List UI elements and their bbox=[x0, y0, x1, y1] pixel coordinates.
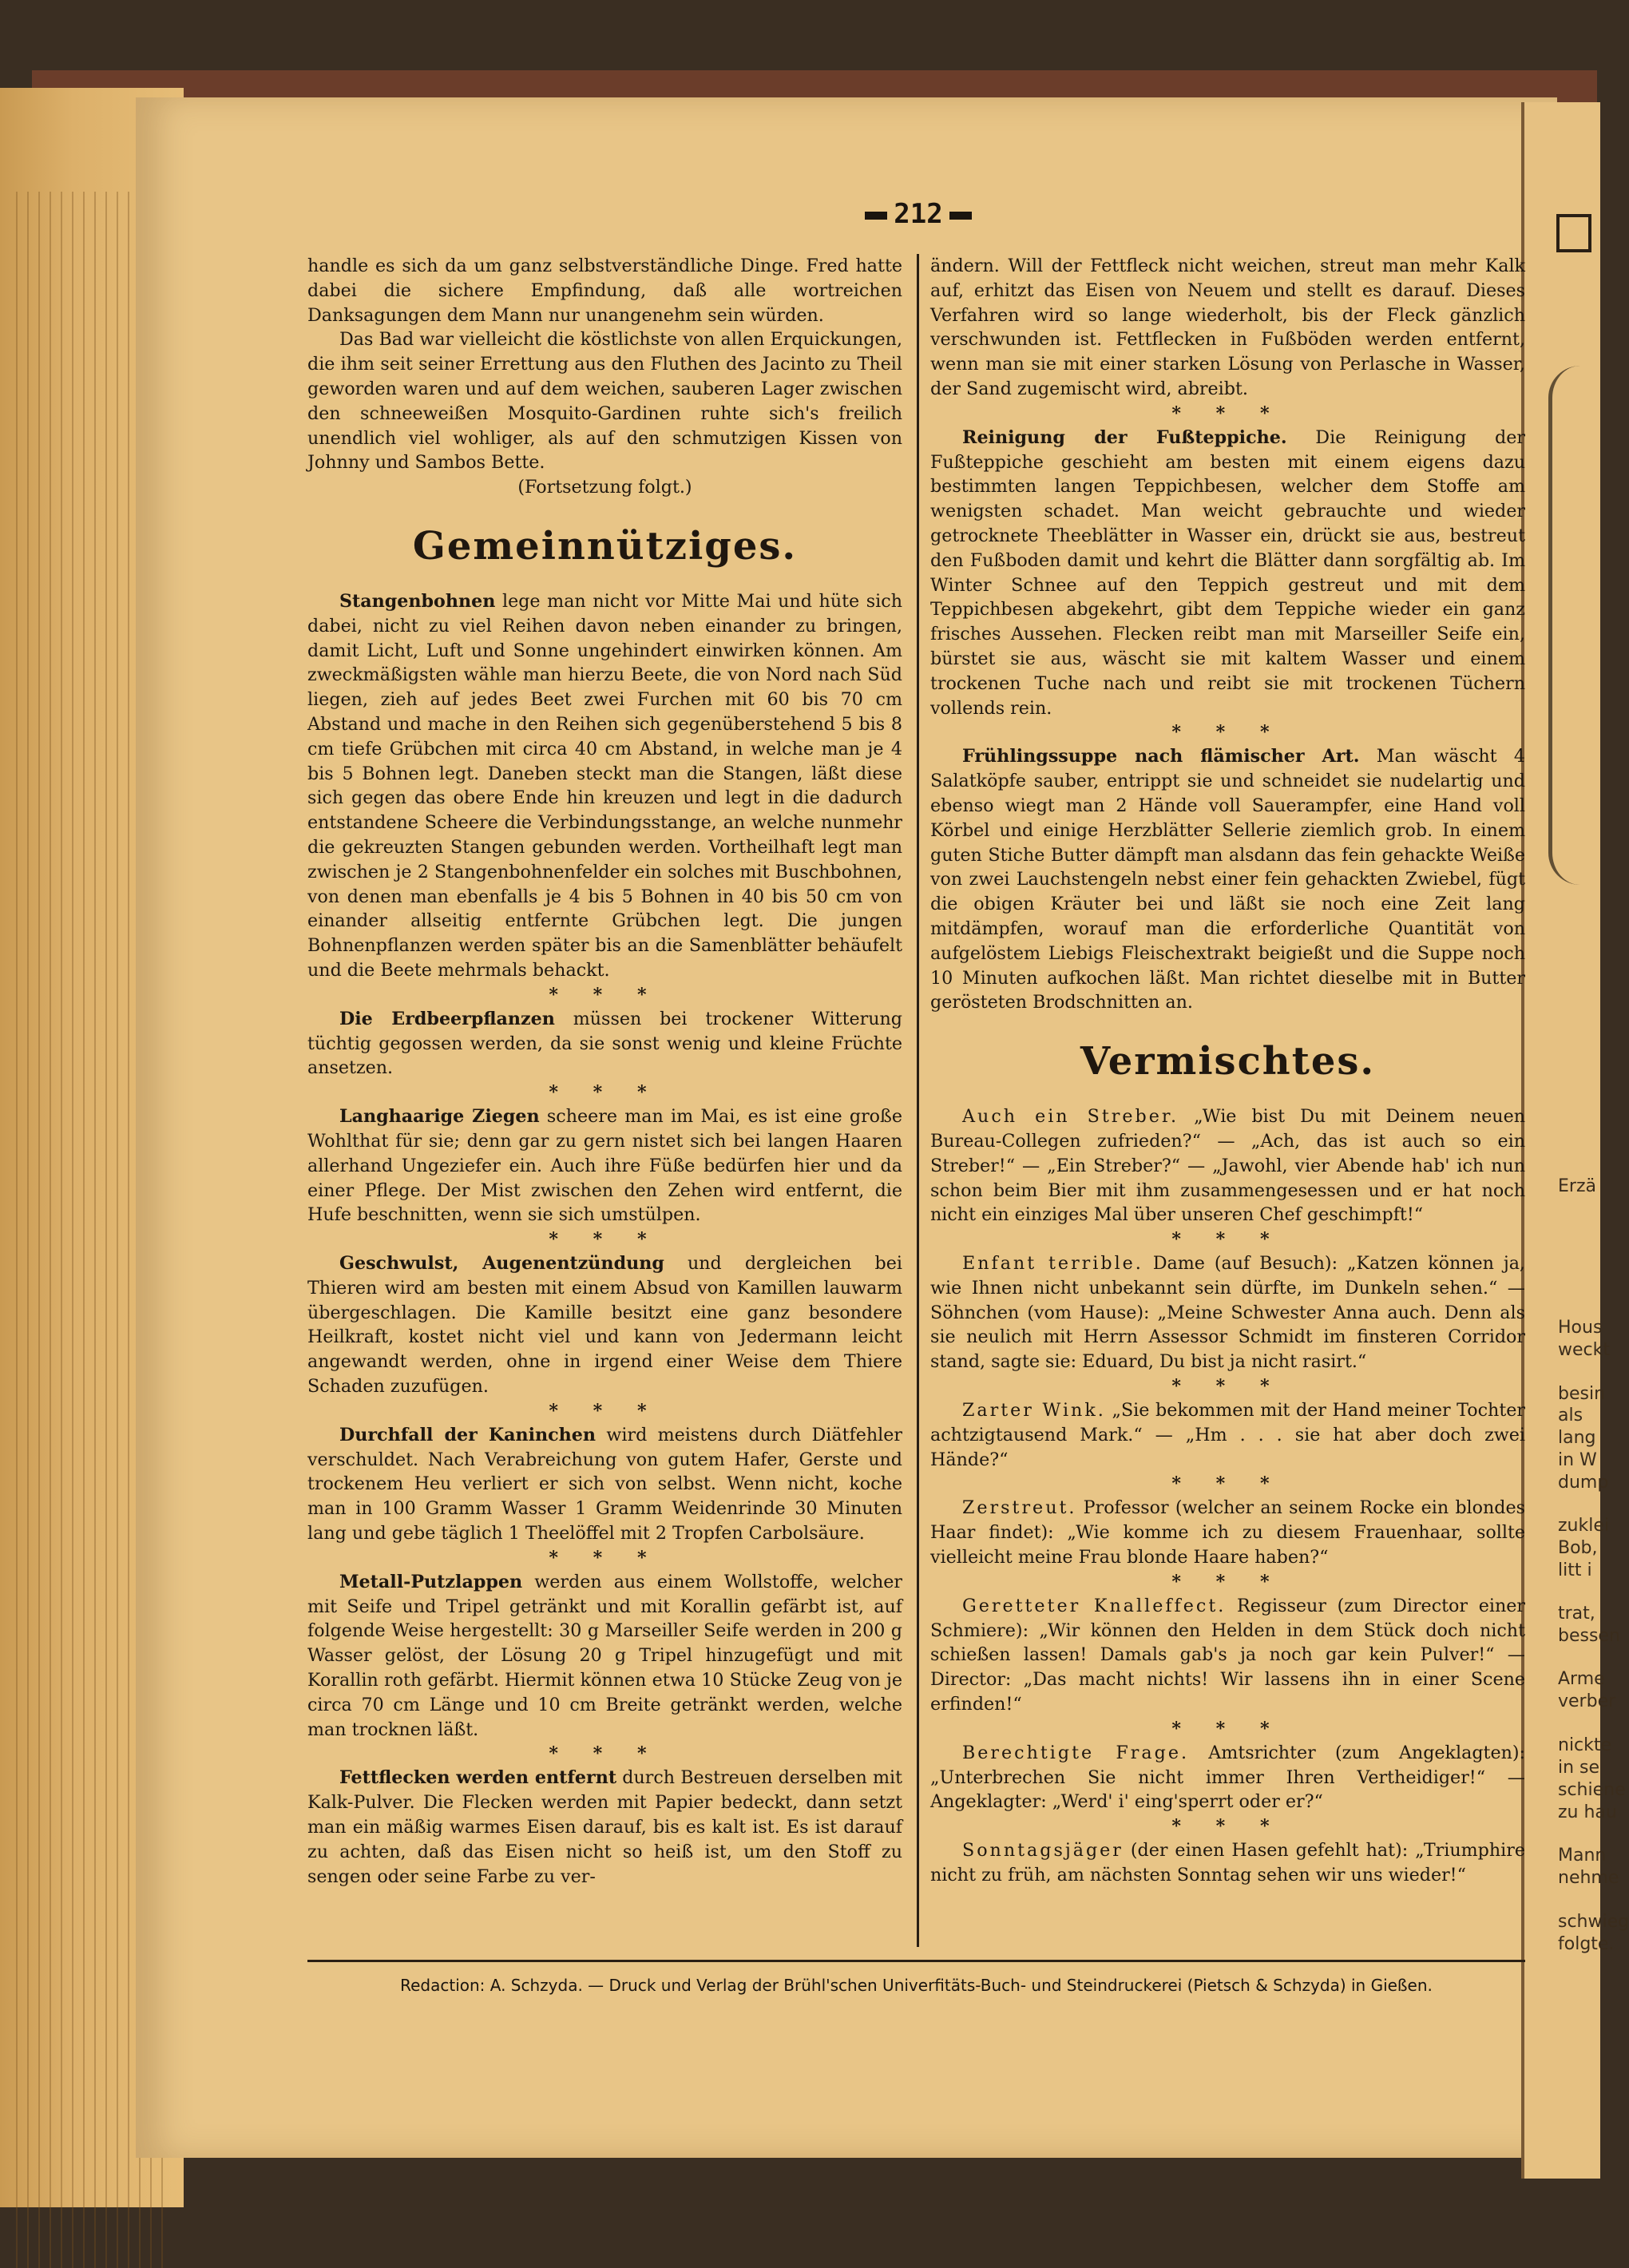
item-text: Regisseur (zum Director einer Schmiere): „Wir können den Helden in dem Stück doch nicht schießen lassen! Damals gab's ja noch gar kein Pulver!“ — Director: „Das macht nichts! Wir lassens ihn in einer Scene erfinden!“ bbox=[930, 1595, 1525, 1715]
article-item bbox=[307, 1251, 902, 1399]
item-heading: Fettflecken werden entfernt bbox=[339, 1767, 617, 1789]
fragment: Erzä bbox=[1558, 1176, 1596, 1196]
section-title: Vermischtes. bbox=[1080, 1039, 1376, 1084]
flourish-ornament-icon bbox=[1548, 366, 1592, 885]
fragment: verber bbox=[1558, 1691, 1616, 1711]
section-title: Gemeinnütziges. bbox=[412, 523, 798, 569]
item-heading: Frühlingssuppe nach flämischer Art. bbox=[962, 746, 1360, 767]
item-text: Amtsrichter (zum Angeklagten): „Unterbrechen Sie nicht immer Ihren Vertheidiger!“ — Angeklagter: „Werd' i' eing'sperrt oder er?“ bbox=[930, 1742, 1525, 1813]
separator-stars: * * * bbox=[549, 1229, 661, 1251]
item-text: Man wäscht 4 Salatköpfe sauber, entrippt sie und schneidet sie nudelartig und ebenso wiegt man 2 Hände voll Sauerampfer, eine Hand voll Körbel und einige Herzblätter Sellerie ziemlich grob. In einem guten Stiche Butter dämpft man alsdann das fein gehackte Weiße von zwei Lauchstengeln nebst einer fein gehackten Zwiebel, fügt die obigen Kräuter bei und läßt sie noch eine Zeit lang mitdämpfen, worauf man die erforderliche Quantität von aufgelöstem Liebigs Fleischextrakt beigießt und die Suppe noch 10 Minuten aufkochen läßt. Man richtet dieselbe mit in Butter gerösteten Brodschnitten an. bbox=[930, 746, 1525, 1013]
fragment: lang bbox=[1558, 1428, 1596, 1448]
item-heading: Enfant terrible. bbox=[962, 1253, 1143, 1275]
article-item bbox=[307, 1104, 902, 1227]
item-text: Dame (auf Besuch): „Katzen können ja, wie Ihnen nicht unbekannt sein dürfte, im Dunkeln sehen.“ — Söhnchen (vom Hause): „Meine Schwester Anna auch. Denn als sie neulich mit Herrn Assessor Schmidt im finsteren Corridor stand, sagte sie: Eduard, Du bist ja nicht rasirt.“ bbox=[930, 1253, 1525, 1373]
imprint-footer: Redaction: A. Schzyda. — Druck und Verlag der Brühl'schen Univerfitäts-Buch- und Steindruckerei (Pietsch & Schzyda) in Gießen. bbox=[400, 1976, 1433, 1995]
separator-stars: * * * bbox=[1171, 1376, 1284, 1398]
article-item bbox=[307, 1007, 902, 1080]
misc-item bbox=[930, 1251, 1525, 1374]
misc-item bbox=[930, 1594, 1525, 1717]
separator-stars: * * * bbox=[1171, 1473, 1284, 1495]
fragment: in se bbox=[1558, 1758, 1600, 1778]
item-heading: Geschwulst, Augenentzündung bbox=[339, 1253, 664, 1275]
separator-stars: * * * bbox=[549, 984, 661, 1005]
separator-stars: * * * bbox=[549, 1082, 661, 1104]
fragment: nickte bbox=[1558, 1735, 1612, 1755]
fragment: zuklei bbox=[1558, 1516, 1609, 1536]
item-text: lege man nicht vor Mitte Mai und hüte sich dabei, nicht zu viel Reihen davon neben einander zu bringen, damit Licht, Luft und Sonne ungehindert einwirken können. Am zweckmäßigsten wähle man hierzu Beete, die von Nord nach Süd liegen, zieh auf jedes Beet zwei Furchen mit 60 bis 70 cm Abstand und mache in den Reihen sich gegenüberstehend 5 bis 8 cm tiefe Grübchen mit circa 40 cm Abstand, in welche man je 4 bis 5 Bohnen legt. Daneben steckt man die Stangen, läßt diese sich gegen das obere Ende hin kreuzen und legt in die dadurch entstandene Scheere die Verbindungsstange, an welche nunmehr die gekreuzten Stangen gebunden werden. Vortheilhaft legt man zwischen je 2 Stangenbohnenfelder ein solches mit Buschbohnen, von denen man ebenfalls je 4 bis 5 Bohnen in 40 bis 50 cm von einander allseitig entfernte Grübchen legt. Die jungen Bohnenpflanzen werden später bis an die Samenblätter behäufelt und die Beete mehrmals behackt. bbox=[307, 590, 902, 981]
item-heading: Geretteter Knalleffect. bbox=[962, 1595, 1227, 1616]
fragment: schiene bbox=[1558, 1780, 1626, 1800]
misc-item bbox=[930, 1838, 1525, 1888]
article-item bbox=[307, 1570, 902, 1743]
separator-stars: * * * bbox=[549, 1547, 661, 1568]
separator-stars: * * * bbox=[549, 1400, 661, 1421]
misc-item bbox=[930, 1104, 1525, 1227]
item-heading: Auch ein Streber. bbox=[962, 1106, 1179, 1128]
separator-stars: * * * bbox=[1171, 722, 1284, 743]
fragment: litt i bbox=[1558, 1560, 1592, 1580]
separator-stars: * * * bbox=[549, 1743, 661, 1765]
article-item bbox=[307, 1423, 902, 1546]
fragment: Arme bbox=[1558, 1669, 1605, 1689]
misc-item bbox=[930, 1741, 1525, 1814]
item-heading: Berechtigte Frage. bbox=[962, 1742, 1190, 1763]
story-paragraph: handle es sich da um ganz selbstverständliche Dinge. Fred hatte dabei die sichere Empfindung, daß alle wortreichen Danksagungen dem Mann nur unangenehm sein würden. bbox=[307, 256, 902, 326]
separator-stars: * * * bbox=[1171, 1718, 1284, 1739]
fragment: in W bbox=[1558, 1450, 1597, 1470]
fragment: dump bbox=[1558, 1473, 1609, 1493]
article-item bbox=[930, 426, 1525, 721]
fragment: als bbox=[1558, 1406, 1583, 1425]
item-text: (der einen Hasen gefehlt hat): „Triumphire nicht zu früh, am nächsten Sonntag sehen wir uns wieder!“ bbox=[930, 1840, 1525, 1886]
item-text: durch Bestreuen derselben mit Kalk-Pulver. Die Flecken werden mit Papier bedeckt, dann setzt man ein mäßig warmes Eisen darauf, bis es kalt ist. Es ist darauf zu achten, daß das Eisen nicht so heiß ist, um den Stoff zu sengen oder seine Farbe zu ver- bbox=[307, 1767, 902, 1887]
separator-stars: * * * bbox=[1171, 1816, 1284, 1838]
item-text: „Sie bekommen mit der Hand meiner Tochter achtzigtausend Mark.“ — „Hm . . . sie hat aber doch zwei Hände?“ bbox=[930, 1400, 1525, 1470]
right-column bbox=[930, 254, 1525, 1888]
item-heading: Durchfall der Kaninchen bbox=[339, 1424, 597, 1445]
item-text: wird meistens durch Diätfehler verschuldet. Nach Verabreichung von gutem Hafer, Gerste und trockenem Heu verliert er sich von selbst. Wenn nicht, koche man in 100 Gramm Wasser 1 Gramm Weidenrinde 30 Minuten lang und gebe täglich 1 Theelöffel mit 2 Tropfen Carbolsäure. bbox=[307, 1424, 902, 1544]
column-rule bbox=[917, 254, 919, 1947]
article-continuation: ändern. Will der Fettfleck nicht weichen, streut man mehr Kalk auf, erhitzt das Eisen von Neuem und stellt es darauf. Dieses Verfahren wird so lange wiederholt, bis der Fleck gänzlich verschwunden ist. Fettflecken in Fußböden werden entfernt, wenn man sie mit einer starken Lösung von Perlasche in Wasser, der Sand zugemischt wird, abreibt. bbox=[930, 256, 1525, 399]
misc-item bbox=[930, 1496, 1525, 1569]
story-paragraph: Das Bad war vielleicht die köstlichste von allen Erquickungen, die ihm seit seiner Errettung aus den Fluthen des Jacinto zu Theil geworden waren und auf dem weichen, sauberen Lager zwischen den schneeweißen Mosquito-Gardinen ruhte sich's freilich unendlich viel wohliger, als auf den schmutzigen Kissen von Johnny und Sambos Bette. bbox=[307, 329, 902, 474]
fragment: bessen bbox=[1558, 1626, 1620, 1646]
left-column bbox=[307, 254, 902, 1889]
item-text: Professor (welcher an seinem Rocke ein blondes Haar findet): „Wie komme ich zu diesem Frauenhaar, sollte vielleicht meine Frau blonde Haare haben?“ bbox=[930, 1497, 1525, 1568]
next-page-edge bbox=[1521, 102, 1629, 2179]
item-text: scheere man im Mai, es ist eine große Wohlthat für sie; denn gar zu gern nistet sich bei langen Haaren allerhand Ungeziefer ein. Auch ihre Füße bedürfen hier und da einer Pflege. Der Mist zwischen den Zehen wird entfernt, die Hufe beschnitten, wenn sie sich umstülpen. bbox=[307, 1106, 902, 1226]
fragment: folgte. bbox=[1558, 1934, 1615, 1954]
item-heading: Zerstreut. bbox=[962, 1497, 1077, 1519]
item-text: werden aus einem Wollstoffe, welcher mit Seife und Tripel getränkt und mit Korallin gefärbt ist, auf folgende Weise hergestellt: 30 g Marseiller Seife werden in 200 g Wasser gelöst, der Lösung 20 g Tripel hinzugefügt und mit Korallin roth gefärbt. Hiermit können etwa 10 Stücke Zeug von je circa 70 cm Länge und 10 cm Breite getränkt werden, welche man trocknen läßt. bbox=[307, 1571, 902, 1740]
continued-note: (Fortsetzung folgt.) bbox=[517, 477, 692, 498]
bracket-ornament-icon bbox=[1556, 214, 1591, 252]
page-number: 212 bbox=[858, 198, 978, 230]
fragment: Mann bbox=[1558, 1846, 1607, 1866]
item-heading: Reinigung der Fußteppiche. bbox=[962, 426, 1287, 448]
fragment: Hous bbox=[1558, 1318, 1603, 1338]
fragment: besin bbox=[1558, 1384, 1606, 1404]
item-heading: Die Erdbeerpflanzen bbox=[339, 1008, 555, 1029]
article-item bbox=[930, 744, 1525, 1015]
footer-rule bbox=[307, 1960, 1525, 1962]
separator-stars: * * * bbox=[1171, 402, 1284, 424]
fragment: weckt bbox=[1558, 1340, 1610, 1360]
item-text: Die Reinigung der Fußteppiche geschieht am besten mit einem eigens dazu bestimmten langen Teppichbesen, welcher dem Stoffe am wenigsten schadet. Man weicht gebrauchte und wieder getrocknete Theeblätter in Wasser ein, drückt sie aus, bestreut den Fußboden damit und kehrt die Blätter dann sorgfältig ab. Im Winter Schnee auf den Teppich gestreut und mit dem Teppichbesen abgekehrt, gibt dem Teppiche wieder ein ganz frisches Aussehen. Flecken reibt man mit Marseiller Seife ein, bürstet sie aus, wäscht sie mit kaltem Wasser und einem trockenen Tuche nach und reibt sie mit trockenen Tüchern vollends rein. bbox=[930, 426, 1525, 719]
article-item bbox=[307, 1766, 902, 1889]
fragment: Bob, bbox=[1558, 1538, 1598, 1558]
fragment: nehme bbox=[1558, 1868, 1619, 1888]
separator-stars: * * * bbox=[1171, 1571, 1284, 1592]
fragment: zu hau bbox=[1558, 1802, 1617, 1822]
misc-item bbox=[930, 1398, 1525, 1472]
item-text: und dergleichen bei Thieren wird am besten mit einem Absud von Kamillen lauwarm übergeschlagen. Die Kamille besitzt eine ganz besondere Heilkraft, kostet nicht viel und kann von Jedermann leicht angewandt werden, ohne in irgend einer Weise dem Thiere Schaden zuzufügen. bbox=[307, 1253, 902, 1398]
item-heading: Metall-Putzlappen bbox=[339, 1571, 523, 1592]
item-heading: Sonntagsjäger bbox=[962, 1840, 1124, 1862]
item-heading: Langhaarige Ziegen bbox=[339, 1106, 540, 1128]
fragment: schwieg bbox=[1558, 1912, 1629, 1932]
item-heading: Stangenbohnen bbox=[339, 590, 496, 612]
separator-stars: * * * bbox=[1171, 1229, 1284, 1251]
fragment: trat, bbox=[1558, 1604, 1595, 1624]
item-text: „Wie bist Du mit Deinem neuen Bureau-Collegen zufrieden?“ — „Ach, das ist auch so ein Streber!“ — „Ein Streber?“ — „Jawohl, vier Abende hab' ich nun schon beim Bier mit ihm zusammengesessen und er hat noch nicht ein einziges Mal über unseren Chef geschimpft!“ bbox=[930, 1106, 1525, 1226]
article-item bbox=[307, 589, 902, 983]
item-heading: Zarter Wink. bbox=[962, 1400, 1106, 1421]
item-text: müssen bei trockener Witterung tüchtig gegossen werden, da sie sonst wenig und kleine Früchte ansetzen. bbox=[307, 1008, 903, 1079]
